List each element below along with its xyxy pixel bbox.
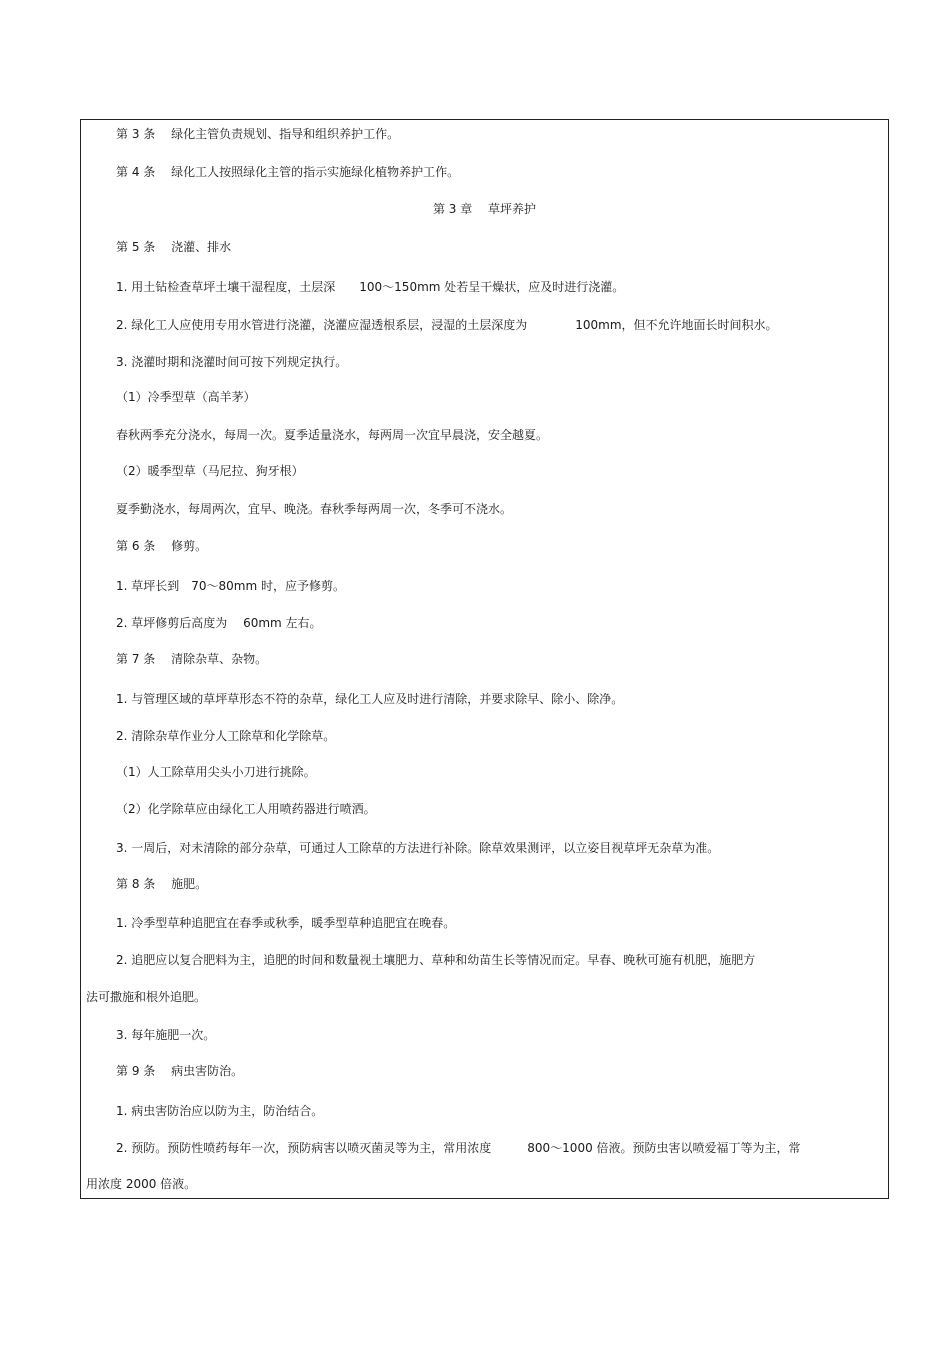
article-3: 第 3 条 绿化主管负责规划、指导和组织养护工作。 bbox=[116, 127, 400, 141]
chapter-heading: 第 3 章 草坪养护 bbox=[432, 202, 537, 216]
article-6: 第 6 条 修剪。 bbox=[116, 539, 208, 553]
article-7: 第 7 条 清除杂草、杂物。 bbox=[116, 652, 268, 666]
paragraph: 1. 冷季型草种追肥宜在春季或秋季，暖季型草种追肥宜在晚春。 bbox=[116, 916, 456, 930]
article-4: 第 4 条 绿化工人按照绿化主管的指示实施绿化植物养护工作。 bbox=[116, 165, 460, 179]
paragraph: 1. 病虫害防治应以防为主，防治结合。 bbox=[116, 1104, 324, 1118]
paragraph: 2. 清除杂草作业分人工除草和化学除草。 bbox=[116, 729, 336, 743]
paragraph: （2）暖季型草（马尼拉、狗牙根） bbox=[116, 464, 304, 478]
paragraph: 3. 每年施肥一次。 bbox=[116, 1028, 216, 1042]
paragraph: 2. 绿化工人应使用专用水管进行浇灌，浇灌应湿透根系层，浸湿的土层深度为 100mm，但不允许地面长时间积水。 bbox=[116, 318, 778, 332]
paragraph: 2. 草坪修剪后高度为 60mm 左右。 bbox=[116, 616, 322, 630]
paragraph: （1）冷季型草（高羊茅） bbox=[116, 390, 256, 404]
paragraph: 1. 与管理区域的草坪草形态不符的杂草，绿化工人应及时进行清除，并要求除早、除小、除净。 bbox=[116, 692, 624, 706]
paragraph: 3. 浇灌时期和浇灌时间可按下列规定执行。 bbox=[116, 355, 348, 369]
paragraph-continuation: 用浓度 2000 倍液。 bbox=[86, 1177, 197, 1191]
paragraph: （2）化学除草应由绿化工人用喷药器进行喷洒。 bbox=[116, 802, 376, 816]
paragraph: 2. 预防。预防性喷药每年一次，预防病害以喷灭菌灵等为主，常用浓度 800～1000 倍液。预防虫害以喷爱福丁等为主，常 bbox=[116, 1141, 801, 1155]
article-5: 第 5 条 浇灌、排水 bbox=[116, 240, 232, 254]
article-9: 第 9 条 病虫害防治。 bbox=[116, 1064, 244, 1078]
paragraph: 1. 草坪长到 70～80mm 时，应予修剪。 bbox=[116, 579, 345, 593]
paragraph: 2. 追肥应以复合肥料为主，追肥的时间和数量视土壤肥力、草种和幼苗生长等情况而定。早春、晚秋可施有机肥，施肥方 bbox=[116, 953, 756, 967]
paragraph: 春秋两季充分浇水，每周一次。夏季适量浇水，每两周一次宜早晨浇，安全越夏。 bbox=[116, 428, 549, 442]
paragraph: （1）人工除草用尖头小刀进行挑除。 bbox=[116, 765, 316, 779]
paragraph-continuation: 法可撒施和根外追肥。 bbox=[86, 990, 207, 1004]
paragraph: 夏季勤浇水，每周两次，宜早、晚浇。春秋季每两周一次，冬季可不浇水。 bbox=[116, 502, 513, 516]
article-8: 第 8 条 施肥。 bbox=[116, 877, 208, 891]
paragraph: 3. 一周后，对未清除的部分杂草，可通过人工除草的方法进行补除。除草效果测评，以立姿目视草坪无杂草为准。 bbox=[116, 841, 720, 855]
paragraph: 1. 用土钻检查草坪土壤干湿程度，土层深 100～150mm 处若呈干燥状，应及时进行浇灌。 bbox=[116, 280, 625, 294]
